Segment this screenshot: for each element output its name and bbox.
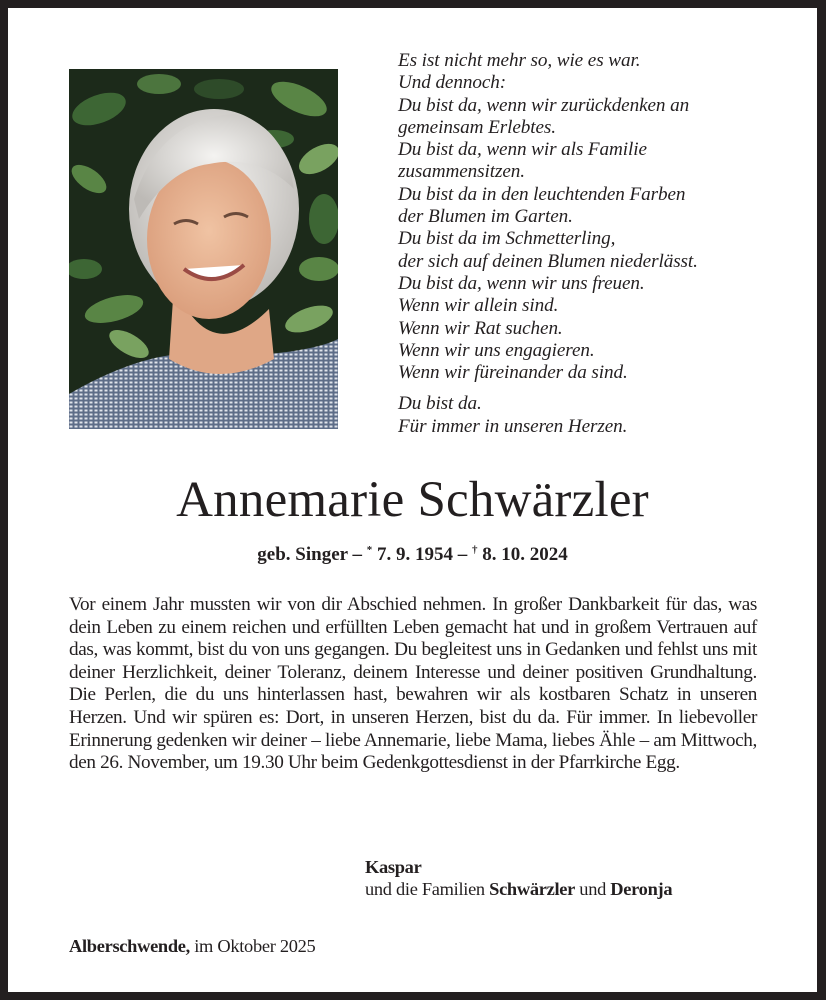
separator: –: [347, 544, 367, 565]
family-name-2: Deronja: [610, 879, 673, 899]
stanza-gap: [398, 384, 808, 393]
life-dates: [8, 538, 817, 567]
publication-date: im Oktober 2025: [189, 936, 316, 956]
poem-stanza-2: [398, 393, 808, 438]
death-date: 8. 10. 2024: [482, 544, 568, 565]
poem-line: Du bist da im Schmetterling,: [398, 228, 616, 250]
poem-line: Du bist da in den leuchtenden Farben: [398, 183, 686, 205]
poem-line: Du bist da, wenn wir als Familie: [398, 139, 647, 161]
poem-line: Du bist da, wenn wir zurückdenken an: [398, 94, 690, 116]
poem-line: zusammensitzen.: [398, 161, 525, 183]
poem-line: der Blumen im Garten.: [398, 206, 573, 228]
poem-line: Und dennoch:: [398, 72, 507, 94]
poem-line: Du bist da, wenn wir uns freuen.: [398, 272, 645, 294]
death-cross-icon: †: [471, 544, 478, 556]
obituary-notice: [8, 8, 817, 992]
birth-star-icon: *: [366, 544, 373, 556]
signer-prefix: und die Familien: [365, 879, 490, 899]
memorial-text: Vor einem Jahr mussten wir von dir Abschied nehmen. In großer Dankbarkeit für das, was dein Leben zu einem reichen und erfüllten Leben gemacht hat und in großem Vertrauen auf das, was kommt, bist du von uns gegangen. Du begleitest uns in Gedanken und fehlst uns mit deiner Herzlichkeit, deiner Toleranz, deinem Interesse und deiner positiven Grundhaltung. Die Perlen, die du uns hinterlassen hast, bewahren wir als kostbaren Schatz in unseren Herzen. Und wir spüren es: Dort, in unseren Herzen, bist du da. Für immer. In liebevoller Erinnerung gedenken wir deiner – liebe Annemarie, liebe Mama, liebes Ähle – am Mittwoch, den 26. November, um 19.30 Uhr beim Gedenkgottesdienst in der Pfarrkirche Egg.: [69, 594, 757, 774]
place-name: Alberschwende,: [69, 936, 190, 956]
deceased-name: Annemarie Schwärzler: [176, 472, 649, 528]
family-name-1: Schwärzler: [489, 879, 575, 899]
signer-first-name: Kaspar: [365, 857, 422, 877]
poem-stanza-1: [398, 50, 808, 384]
poem-line: Wenn wir allein sind.: [398, 295, 559, 317]
signer-joiner: und: [575, 879, 611, 899]
poem-line: Für immer in unseren Herzen.: [398, 415, 628, 437]
poem-line: gemeinsam Erlebtes.: [398, 116, 556, 138]
poem-line: Es ist nicht mehr so, wie es war.: [398, 50, 641, 71]
poem-line: Wenn wir füreinander da sind.: [398, 362, 628, 384]
portrait-photo: [69, 69, 338, 429]
maiden-name: geb. Singer: [257, 544, 348, 565]
portrait-image: [69, 69, 338, 429]
birth-date: 7. 9. 1954: [376, 544, 453, 565]
separator: –: [452, 544, 472, 565]
poem: [398, 50, 808, 438]
signature: [365, 856, 672, 900]
place-date: [69, 935, 315, 957]
poem-line: Du bist da.: [398, 393, 482, 415]
poem-line: der sich auf deinen Blumen niederlässt.: [398, 250, 698, 272]
poem-line: Wenn wir uns engagieren.: [398, 339, 595, 361]
poem-line: Wenn wir Rat suchen.: [398, 317, 563, 339]
